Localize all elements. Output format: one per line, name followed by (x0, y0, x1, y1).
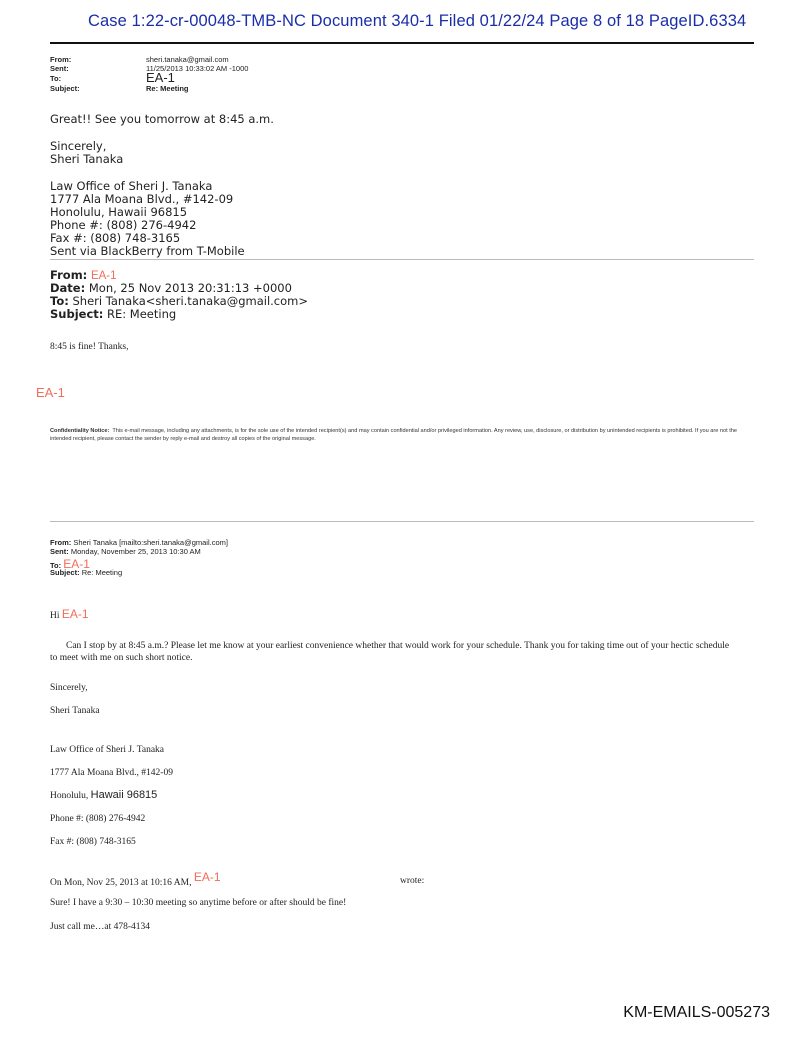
email3-office-state: Hawaii 96815 (90, 789, 158, 801)
email3-subject: Re: Meeting (81, 568, 123, 577)
email3-to-label: To: (50, 561, 62, 570)
email2-date-label: Date: (50, 281, 86, 295)
email3-quote-name: EA-1 (193, 870, 221, 884)
confidentiality-notice (50, 427, 750, 443)
email2-from-label: From: (50, 268, 88, 282)
email3-quote-1: Sure! I have a 9:30 – 10:30 meeting so anytime before or after should be fine! (50, 898, 347, 908)
email2-subject-label: Subject: (50, 307, 104, 321)
email3-subject-label: Subject: (50, 568, 80, 577)
email1-to: EA-1 (146, 70, 175, 85)
email2-to: Sheri Tanaka<sheri.tanaka@gmail.com> (72, 294, 308, 308)
email2-from: EA-1 (90, 270, 117, 282)
email3-office-city: Honolulu, (50, 791, 91, 801)
email1-sig-line2: Sheri Tanaka (50, 152, 124, 166)
email3-from: Sheri Tanaka [mailto:sheri.tanaka@gmail.com] (73, 538, 228, 547)
email1-office-4: Phone #: (808) 276-4942 (50, 218, 197, 232)
email3-quote-intro-row (50, 870, 221, 888)
email1-sig-line1: Sincerely, (50, 139, 107, 153)
email3-greeting-row (50, 607, 89, 621)
email3-to: EA-1 (63, 557, 90, 571)
email1-office-6: Sent via BlackBerry from T-Mobile (50, 244, 245, 258)
email2-subject: RE: Meeting (107, 307, 177, 321)
email3-sent: Monday, November 25, 2013 10:30 AM (70, 547, 201, 556)
header-underline (50, 42, 754, 44)
email3-body: Can I stop by at 8:45 a.m.? Please let me know at your earliest convenience whether that would work for your schedule. Thank you for taking time out of your hectic schedule to meet with me on such short notice. (50, 641, 730, 663)
email2-to-label: To: (50, 294, 69, 308)
email2-to-row (50, 294, 308, 308)
divider-2 (50, 521, 754, 522)
email3-greeting-name: EA-1 (61, 607, 89, 621)
email3-sent-row (50, 547, 201, 556)
email3-from-label: From: (50, 538, 72, 547)
email1-sent: 11/25/2013 10:33:02 AM -1000 (146, 64, 249, 73)
email3-sent-label: Sent: (50, 547, 69, 556)
email1-office-3: Honolulu, Hawaii 96815 (50, 205, 188, 219)
email2-from-row (50, 268, 117, 282)
email1-subject-label: Subject: (50, 84, 80, 93)
email1-subject: Re: Meeting (146, 84, 189, 93)
email3-office-2: 1777 Ala Moana Blvd., #142-09 (50, 768, 173, 778)
email3-office-1: Law Office of Sheri J. Tanaka (50, 745, 164, 755)
email3-sig-1: Sincerely, (50, 683, 88, 693)
email1-to-label: To: (50, 74, 62, 83)
email3-quote-2: Just call me…at 478-4134 (50, 922, 150, 932)
confidentiality-text: This e-mail message, including any attachments, is for the sole use of the intended recipient(s) and may contain confidential and/or privileged information. Any review, use, disclosure, or distribution by unintended recipients is prohibited. If you are not the intended recipient, please contact the sender by reply e-mail and destroy all copies of the original message. (50, 428, 738, 442)
email1-office-2: 1777 Ala Moana Blvd., #142-09 (50, 192, 234, 206)
email1-from: sheri.tanaka@gmail.com (146, 55, 229, 64)
email3-quote-wrote: wrote: (400, 876, 425, 886)
email3-subject-row (50, 568, 122, 577)
email3-office-5: Fax #: (808) 748-3165 (50, 837, 136, 847)
email2-subject-row (50, 307, 176, 321)
email2-date: Mon, 25 Nov 2013 20:31:13 +0000 (88, 281, 292, 295)
divider-1 (50, 259, 754, 260)
email2-date-row (50, 281, 292, 295)
email1-office-1: Law Office of Sheri J. Tanaka (50, 179, 213, 193)
email1-office-5: Fax #: (808) 748-3165 (50, 231, 181, 245)
email2-body: 8:45 is fine! Thanks, (50, 342, 129, 352)
email1-from-label: From: (50, 55, 72, 64)
case-header: Case 1:22-cr-00048-TMB-NC Document 340-1 Filed 01/22/24 Page 8 of 18 PageID.6334 (88, 12, 747, 30)
email2-sender: EA-1 (36, 385, 65, 400)
confidentiality-label: Confidentiality Notice: (50, 428, 110, 434)
email3-greeting: Hi (50, 611, 60, 621)
bates-number: KM-EMAILS-005273 (623, 1004, 770, 1021)
email3-quote-intro: On Mon, Nov 25, 2013 at 10:16 AM, (50, 878, 192, 888)
email3-from-row (50, 538, 228, 547)
email1-sent-label: Sent: (50, 64, 69, 73)
email3-sig-2: Sheri Tanaka (50, 706, 100, 716)
email3-office-4: Phone #: (808) 276-4942 (50, 814, 146, 824)
email1-body: Great!! See you tomorrow at 8:45 a.m. (50, 112, 274, 126)
email3-office-3 (50, 789, 157, 801)
